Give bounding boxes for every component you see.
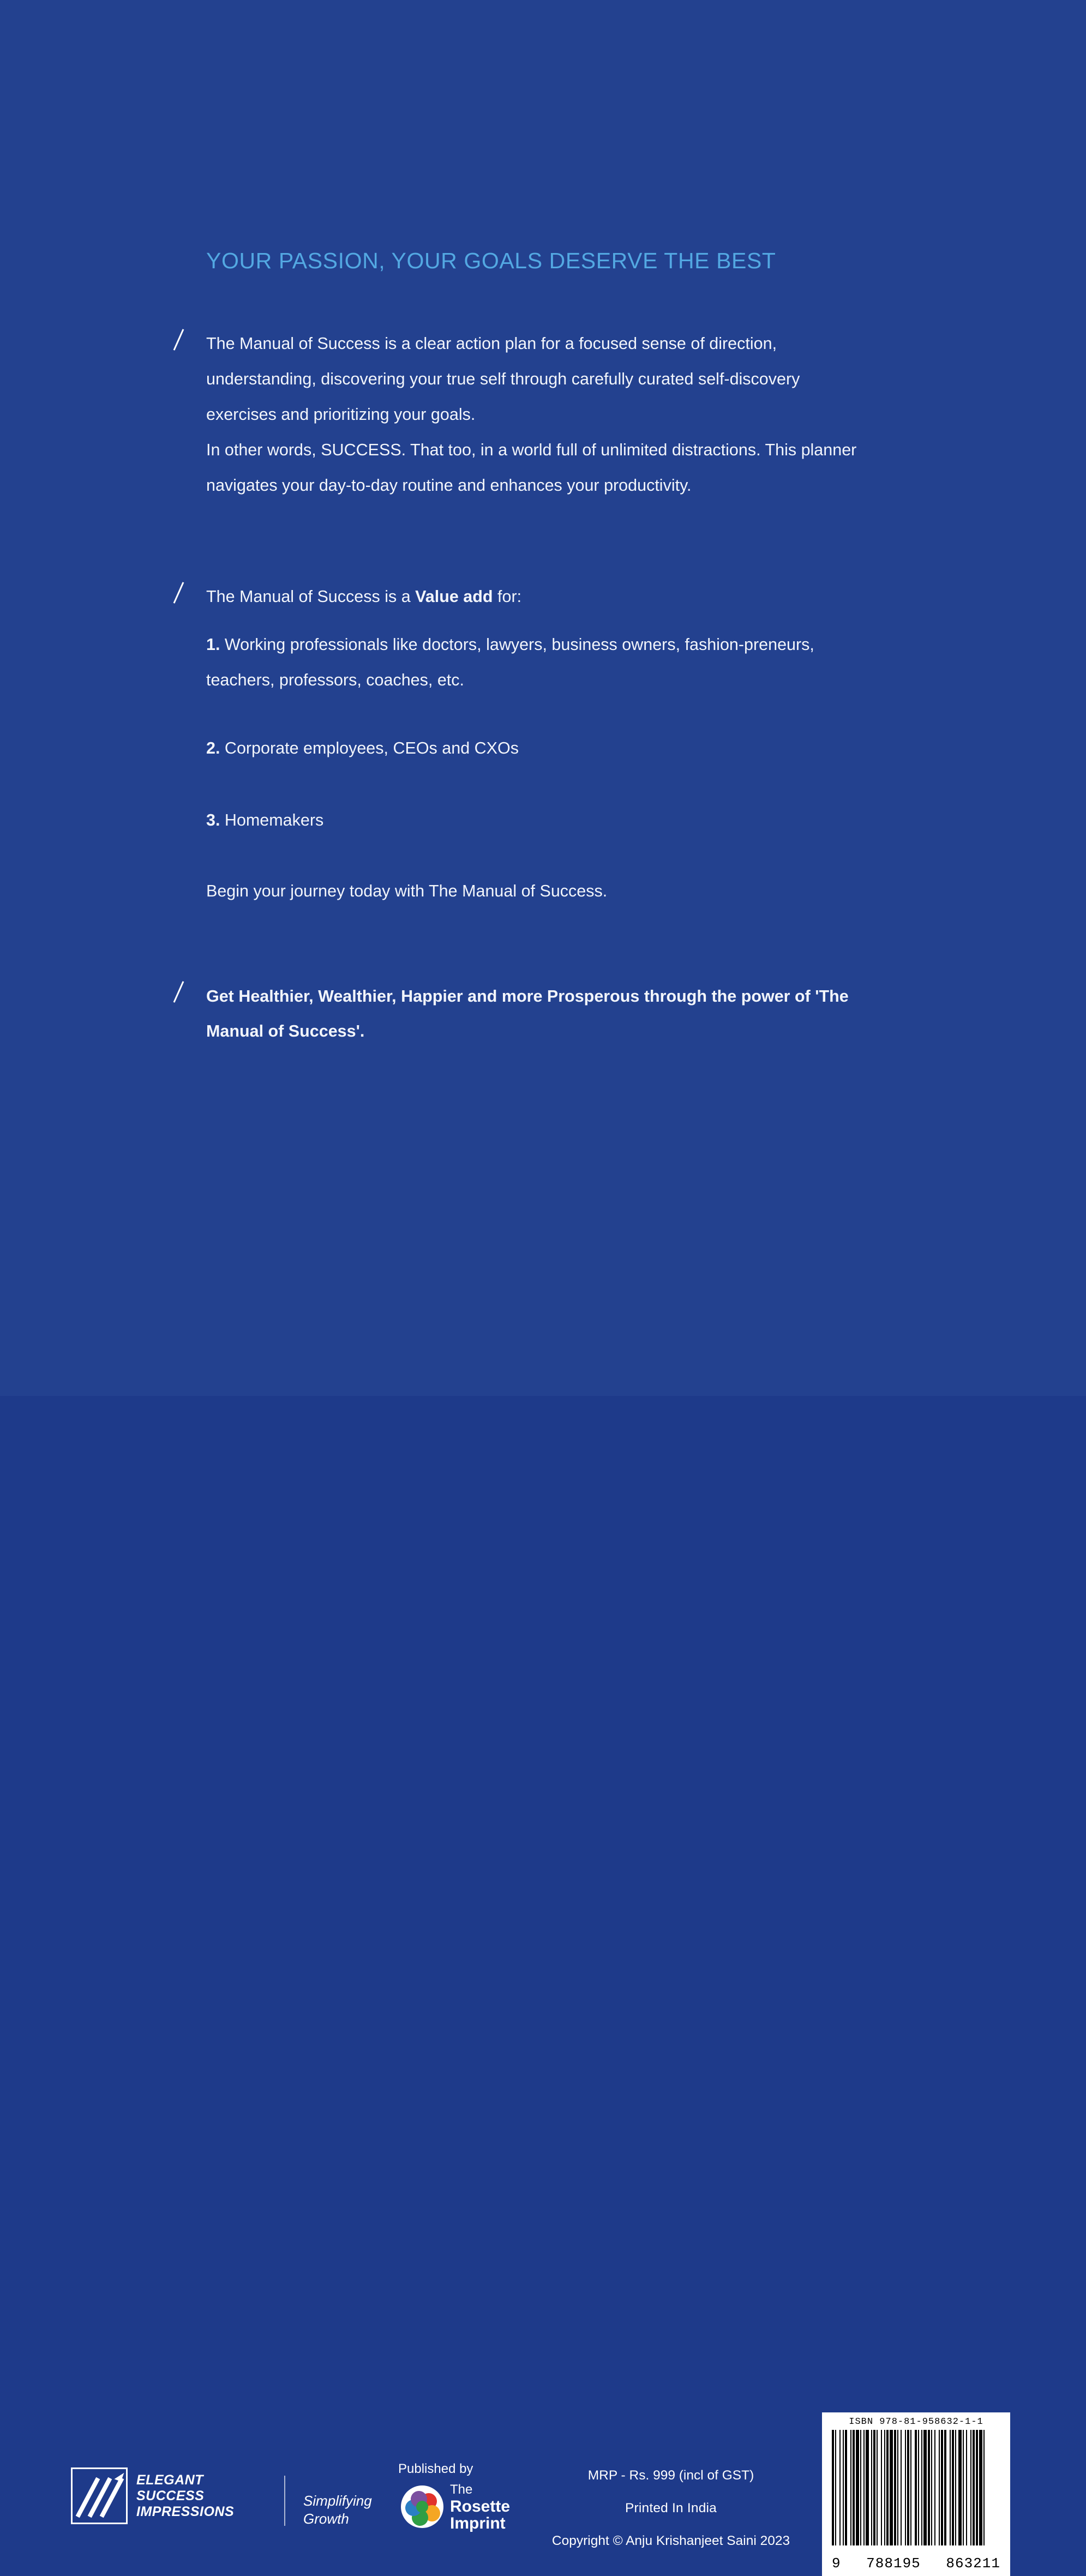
rosette-imprint-text — [450, 2481, 510, 2532]
esi-tagline-line2: Growth — [303, 2511, 349, 2527]
intro-paragraph — [206, 326, 872, 503]
barcode — [822, 2412, 1010, 2576]
intro-paragraph-line-a: The Manual of Success is a clear action plan for a focused sense of direction, understanding, discovering your true self through carefully curated self-discovery exercises and prioritizing your goals. — [206, 334, 800, 424]
list-item — [206, 731, 872, 766]
price-and-copyright — [529, 2459, 813, 2557]
list-item-label: Corporate employees, CEOs and CXOs — [220, 739, 519, 757]
value-add-heading — [206, 579, 872, 615]
intro-paragraph-line-b: In other words, SUCCESS. That too, in a world full of unlimited distractions. This planner navigates your day-to-day routine and enhances your productivity. — [206, 441, 857, 495]
mrp-text: MRP - Rs. 999 (incl of GST) — [587, 2468, 754, 2483]
list-item-number: 1. — [206, 635, 220, 654]
rosette-line2: Rosette — [450, 2497, 511, 2515]
barcode-digits — [832, 2555, 1000, 2572]
esi-name-line2: SUCCESS — [136, 2488, 205, 2503]
list-item — [206, 627, 872, 698]
list-item-label: Homemakers — [220, 811, 324, 829]
esi-logo-mark-icon — [71, 2467, 128, 2524]
value-add-lead: The Manual of Success is a — [206, 587, 416, 606]
esi-name-line1: ELEGANT — [136, 2472, 203, 2488]
esi-name-line3: IMPRESSIONS — [136, 2503, 235, 2519]
closing-line: Begin your journey today with The Manual of Success. — [206, 882, 608, 900]
barcode-digit-group: 863211 — [946, 2555, 1000, 2572]
esi-tagline-line1: Simplifying — [303, 2493, 372, 2509]
value-add-emphasis: Value add — [415, 587, 493, 606]
list-item-label: Working professionals like doctors, lawyers, business owners, fashion-preneurs, teachers, professors, coaches, etc. — [206, 635, 814, 689]
list-item — [206, 803, 872, 838]
page-title: YOUR PASSION, YOUR GOALS DESERVE THE BEST — [206, 248, 776, 273]
slash-icon — [173, 581, 188, 605]
value-add-tail: for: — [493, 587, 522, 606]
isbn-label: ISBN 978-81-958632-1-1 — [849, 2417, 983, 2427]
published-by-label: Published by — [398, 2461, 473, 2476]
esi-tagline — [303, 2492, 372, 2528]
footer-divider — [284, 2476, 285, 2526]
slash-icon — [173, 328, 188, 352]
elegant-success-impressions-logo — [71, 2467, 234, 2524]
esi-logo-text — [136, 2472, 234, 2520]
rosette-flower-icon — [401, 2485, 443, 2528]
rosette-line3: Imprint — [450, 2514, 506, 2532]
barcode-digit-group: 788195 — [866, 2555, 921, 2572]
rosette-line1: The — [450, 2482, 473, 2497]
footer — [0, 1221, 1086, 2572]
list-item-number: 2. — [206, 739, 220, 757]
printed-in-india-text: Printed In India — [625, 2501, 717, 2515]
barcode-digit-group: 9 — [832, 2555, 841, 2572]
list-item-number: 3. — [206, 811, 220, 829]
rosette-imprint-logo — [401, 2481, 510, 2532]
highlight-statement: Get Healthier, Wealthier, Happier and more Prosperous through the power of 'The Manual of Success'. — [206, 987, 849, 1040]
copyright-text: Copyright © Anju Krishanjeet Saini 2023 — [551, 2533, 790, 2548]
slash-icon — [173, 980, 188, 1004]
barcode-bars — [832, 2430, 1000, 2545]
